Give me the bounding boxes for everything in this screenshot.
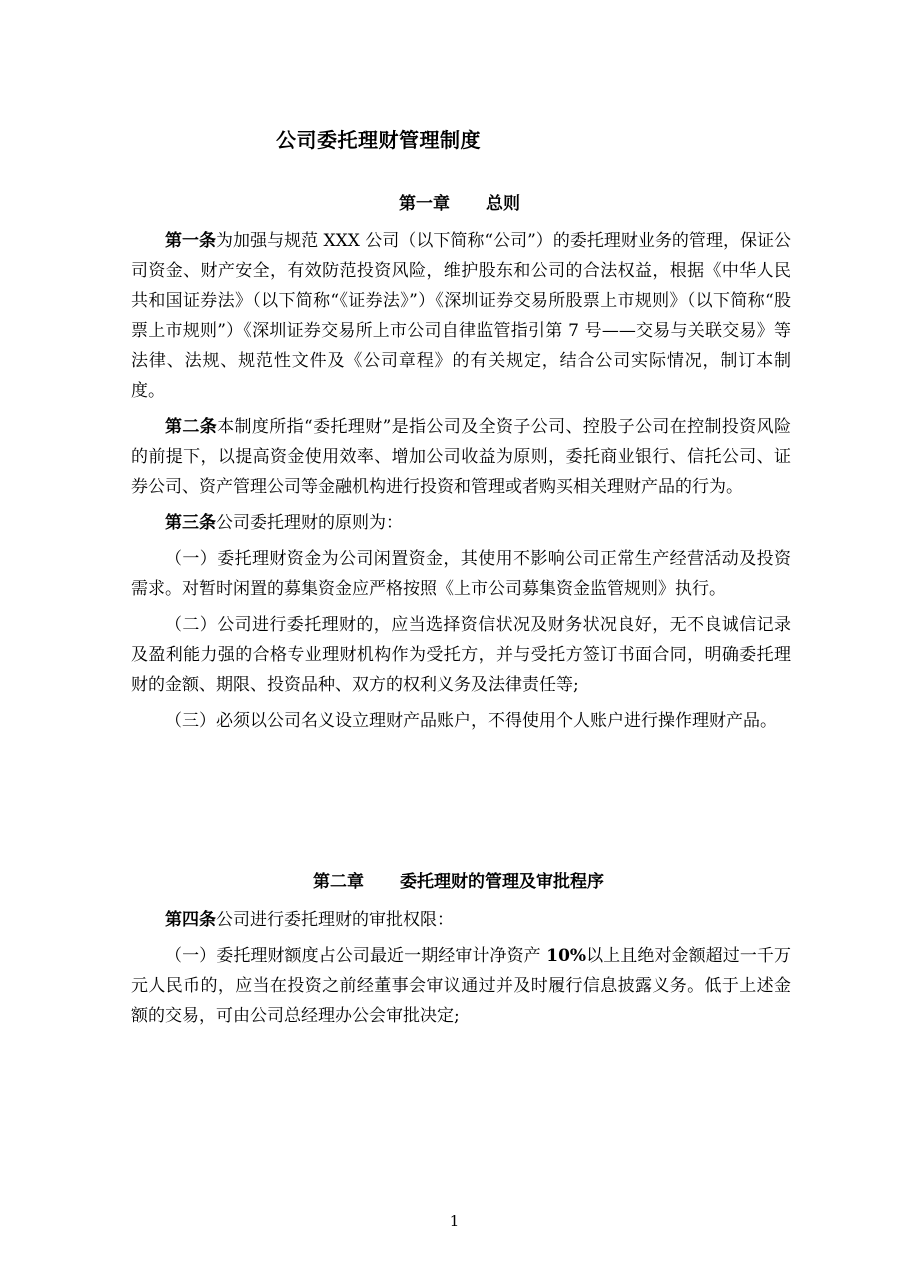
article-text: 本制度所指“委托理财”是指公司及全资子公司、控股子公司在控制投资风险的前提下，以提高资金使用效率、增加公司收益为原则，委托商业银行、信托公司、证券公司、资产管理公司等金融机构进行投资和管理或者购买相关理财产品的行为。 <box>131 417 791 497</box>
item-percent: 10% <box>546 946 587 966</box>
page-number: 1 <box>449 1212 460 1230</box>
article-number: 第二条 <box>165 417 218 437</box>
article-text: 公司委托理财的原则为： <box>216 513 403 533</box>
article-number: 第三条 <box>165 513 216 533</box>
article-3-item-2: （二）公司进行委托理财的，应当选择资信状况及财务状况良好，无不良诚信记录及盈利能力强的合格专业理财机构作为受托方，并与受托方签订书面合同，明确委托理财的金额、期限、投资品种、双方的权利义务及法律责任等; <box>131 615 791 695</box>
article-number: 第四条 <box>165 910 216 930</box>
item-text-post: 以上且绝对金额超过一千万元人民币的，应当在投资之前经董事会审议通过并及时履行信息披露义务。低于上述金额的交易，可由公司总经理办公会审批决定; <box>131 946 792 1026</box>
article-3-item-1: （一）委托理财资金为公司闲置资金，其使用不影响公司正常生产经营活动及投资需求。对暂时闲置的募集资金应严格按照《上市公司募集资金监管规则》执行。 <box>131 549 791 599</box>
article-text: 为加强与规范 XXX 公司（以下简称“公司”）的委托理财业务的管理，保证公司资金、财产安全，有效防范投资风险，维护股东和公司的合法权益，根据《中华人民共和国证券法》（以下简称“《证券法》”）《深圳证券交易所股票上市规则》（以下简称“股票上市规则”）《深圳证券交易所上市公司自律监管指引第 7 号——交易与关联交易》等法律、法规、规范性文件及《公司章程》的有关规定，结合公司实际情况，制订本制度。 <box>131 231 792 401</box>
chapter-1-body <box>131 226 791 742</box>
chapter-2-body <box>131 905 791 1037</box>
item-text-pre: （一）委托理财额度占公司最近一期经审计净资产 <box>165 946 547 966</box>
article-1 <box>131 226 791 406</box>
article-3 <box>131 508 791 538</box>
article-text: 公司进行委托理财的审批权限： <box>216 910 454 930</box>
chapter-heading-2 <box>0 867 909 892</box>
article-4-item-1 <box>131 941 791 1031</box>
article-3-item-3: （三）必须以公司名义设立理财产品账户，不得使用个人账户进行操作理财产品。 <box>165 711 777 731</box>
chapter-number: 第一章 <box>399 194 450 214</box>
article-2 <box>131 412 791 502</box>
chapter-name: 委托理财的管理及审批程序 <box>400 872 604 892</box>
document-title: 公司委托理财管理制度 <box>276 128 481 152</box>
chapter-number: 第二章 <box>313 872 364 892</box>
article-4 <box>131 905 791 935</box>
article-number: 第一条 <box>165 231 217 251</box>
chapter-heading-1 <box>0 189 909 214</box>
chapter-name: 总则 <box>486 194 520 214</box>
